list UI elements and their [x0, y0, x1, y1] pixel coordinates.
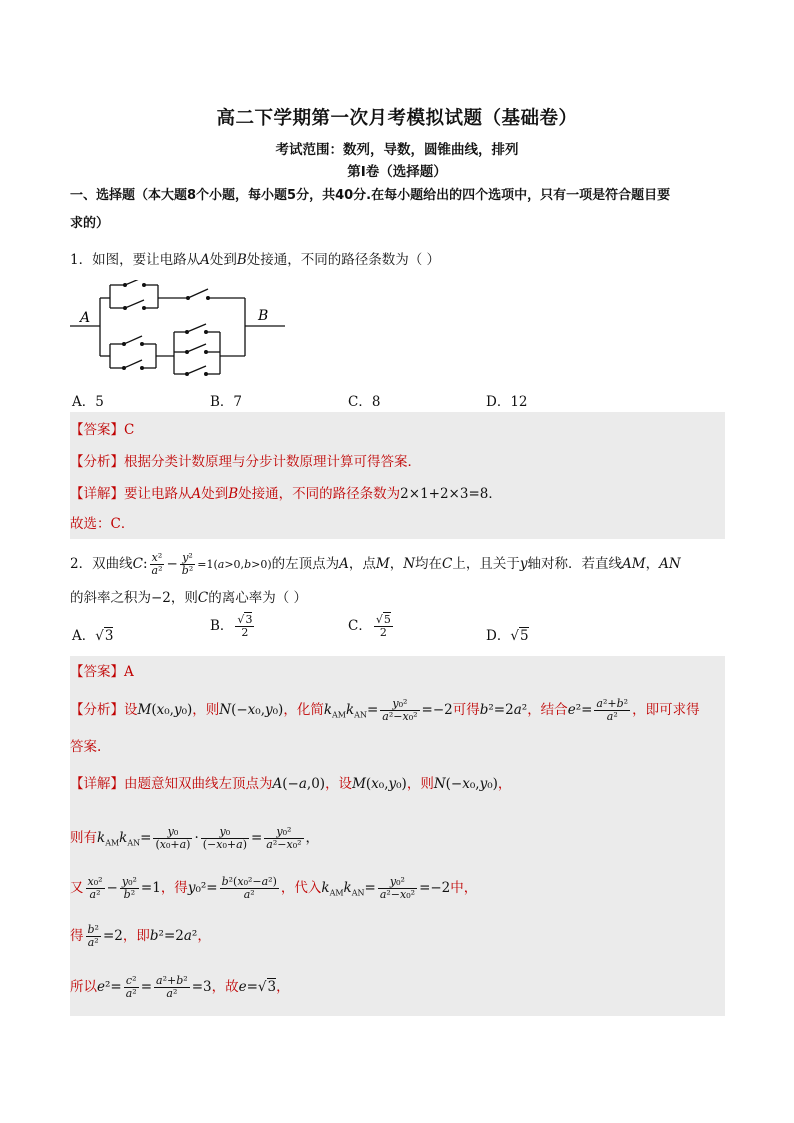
- q2-analysis-line2: 答案.: [70, 739, 102, 755]
- q2-detail-step4: 所以e²= $\frac{\text{c²}}{\text{a²}}$ = $\frac{\text{a²+b²}}{\text{a²}}$ =3，故e=√3，: [70, 974, 290, 1000]
- q2-option-c[interactable]: C． $\frac{√5}{2}$: [348, 613, 391, 639]
- q2-analysis-line1: 【分析】设M(x₀,y₀)，则N(−x₀,y₀)，化简$k_{AM}k_{AN}=$ $\frac{\text{y₀²}}{\text{a²−x₀²}}$ =−2可得b²=2a²，结合e²= $\frac{\text{a²+b²}}{\text{a²}}$ ，即可求得: [70, 697, 700, 723]
- label-a: A: [80, 310, 91, 326]
- q2-detail-step2: 又 $\frac{\text{x₀²}}{\text{a²}}$ − $\frac{\text{y₀²}}{\text{b²}}$ =1，得y₀²= $\frac{\text{b²(x₀²−a²)}}{\text{a²}}$ ，代入$k_{AM}k_{AN}=$ $\frac{\text{y₀²}}{\text{a²−x₀²}}$ =−2中，: [70, 875, 478, 901]
- q1-analysis: 【分析】根据分类计数原理与分步计数原理计算可得答案．: [70, 454, 421, 470]
- q2-detail-line1: 【详解】由题意知双曲线左顶点为A(−a,0)，设M(x₀,y₀)，则N(−x₀,y₀)，: [70, 776, 512, 792]
- q1-option-a[interactable]: A．5: [72, 394, 104, 410]
- q2-option-d[interactable]: D．√5: [486, 628, 529, 644]
- q1-answer: 【答案】C: [70, 422, 135, 438]
- q2-answer: 【答案】A: [70, 664, 134, 680]
- q2-detail-step3: 得 $\frac{\text{b²}}{\text{a²}}$ =2，即b²=2a²，: [70, 923, 211, 949]
- section-heading-line2: 求的）: [70, 216, 110, 231]
- q1-stem: 1．如图，要让电路从A处到B处接通，不同的路径条数为（ ）: [70, 252, 441, 268]
- label-b: B: [258, 308, 269, 324]
- q1-option-c[interactable]: C．8: [348, 394, 381, 410]
- q2-stem-line2: 的斜率之积为−2，则C的离心率为（ ）: [70, 590, 308, 606]
- volume-title: 第Ⅰ卷（选择题）: [347, 164, 447, 180]
- q1-option-d[interactable]: D．12: [486, 394, 528, 410]
- section-heading-line1: 一、选择题（本大题8个小题，每小题5分，共40分.在每小题给出的四个选项中，只有一项是符合题目要: [70, 188, 671, 203]
- q1-option-b[interactable]: B．7: [210, 394, 243, 410]
- page-title: 高二下学期第一次月考模拟试题（基础卷）: [216, 108, 578, 129]
- q2-detail-step1: 则有$k_{AM}k_{AN}=$ $\frac{\text{y₀}}{\text{(x₀+a)}}$ · $\frac{\text{y₀}}{\text{(−x₀+a)}}$ = $\frac{\text{y₀²}}{\text{a²−x₀²}}$ ，: [70, 825, 320, 851]
- circuit-diagram: [70, 280, 290, 380]
- q1-conclusion: 故选：C．: [70, 516, 135, 532]
- exam-scope: 考试范围：数列，导数，圆锥曲线，排列: [275, 142, 519, 158]
- q1-detail: 【详解】要让电路从A处到B处接通，不同的路径条数为2×1+2×3=8．: [70, 486, 502, 502]
- q2-stem-line1: 2．双曲线C: $\frac{\text{x²}}{\text{a²}}$ − $\frac{\text{y²}}{\text{b²}}$ =1(a>0,b>0)的左顶点为A，点M，N均在C上，且关于y轴对称．若直线AM，AN: [70, 551, 681, 577]
- q2-option-b[interactable]: B． $\frac{√3}{2}$: [210, 613, 253, 639]
- q2-option-a[interactable]: A．√3: [72, 628, 114, 644]
